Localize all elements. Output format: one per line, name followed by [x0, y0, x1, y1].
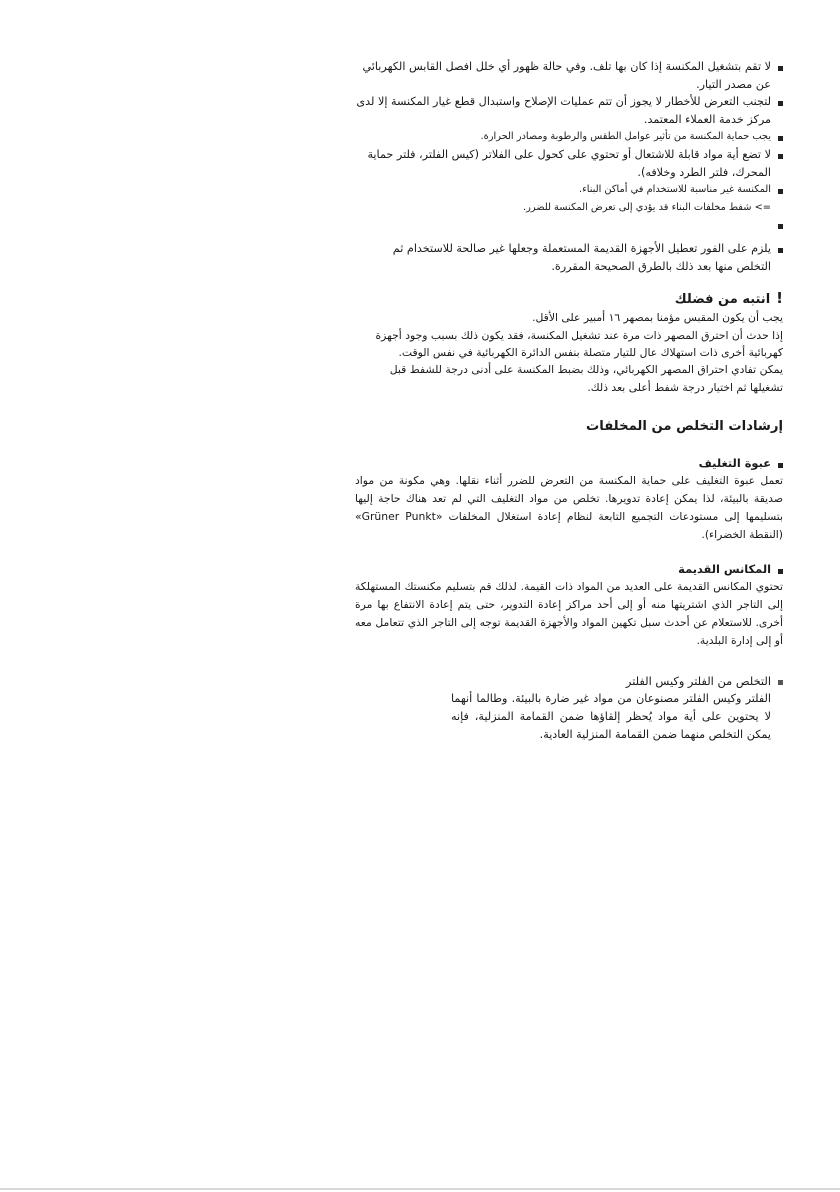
page-divider [0, 1188, 840, 1190]
warning-fuse-blown: إذا حدث أن احترق المصهر ذات مرة عند تشغيل المكنسة، فقد يكون ذلك بسبب وجود أجهزة كهربائية أخرى ذات استهلاك عال للتيار متصلة بنفس الدائرة الكهربائية في نفس الوقت. [375, 328, 783, 359]
packaging-heading: عبوة التغليف [355, 454, 783, 472]
safety-item-repairs: لتجنب التعرض للأخطار لا يجوز أن تتم عمليات الإصلاح واستبدال قطع غيار المكنسة إلا لدى مركز خدمة العملاء المعتمد. [355, 93, 783, 128]
safety-item-old-devices: يلزم على الفور تعطيل الأجهزة القديمة المستعملة وجعلها غير صالحة للاستخدام ثم التخلص منها بعد ذلك بالطرق الصحيحة المقررة. [355, 240, 783, 275]
packaging-body: تعمل عبوة التغليف على حماية المكنسة من التعرض للضرر أثناء نقلها. وهي مكونة من مواد صديقة بالبيئة، لذا يمكن إعادة تدويرها. تخلص من مواد التغليف التي لم تعد هناك حاجة إليها بتسليمها إلى مستودعات التجميع التابعة لنظام إعادة استغلال المخلفات «Grüner Punkt» (النقطة الخضراء). [355, 474, 783, 542]
safety-item-empty [355, 216, 783, 234]
old-devices-heading: المكانس القديمة [355, 560, 783, 578]
warning-title: !انتبه من فضلك [674, 289, 783, 308]
disposal-title: إرشادات التخلص من المخلفات [585, 419, 783, 435]
filter-heading: التخلص من الفلتر وكيس الفلتر [355, 672, 783, 690]
warning-fuse: يجب أن يكون المقبس مؤمنا بمصهر ١٦ أمبير على الأقل. [532, 311, 783, 325]
safety-subnote: => شفط مخلفات البناء قد يؤدي إلى تعرض المكنسة للضرر. [522, 201, 771, 213]
warning-avoid: يمكن تفادي احتراق المصهر الكهربائي، وذلك بضبط المكنسة على أدنى درجة للشفط قبل تشغيلها ثم اختيار درجة شفط أعلى بعد ذلك. [389, 363, 783, 394]
safety-item-weather: يجب حماية المكنسة من تأثير عوامل الطقس والرطوبة ومصادر الحرارة. [355, 128, 783, 146]
safety-item-construction: المكنسة غير مناسبة للاستخدام في أماكن البناء. [355, 181, 783, 199]
safety-item-flammable: لا تضع أية مواد قابلة للاشتعال أو تحتوي على كحول على الفلاتر (كيس الفلتر، فلتر حماية المحرك، فلتر الطرد وخلافه). [355, 146, 783, 181]
exclamation-icon: ! [776, 289, 783, 308]
safety-item-damage: لا تقم بتشغيل المكنسة إذا كان بها تلف. وفي حالة ظهور أي خلل افصل القابس الكهربائي عن مصدر التيار. [355, 58, 783, 93]
filter-body: الفلتر وكيس الفلتر مصنوعان من مواد غير ضارة بالبيئة. وطالما أنهما لا يحتوين على أية مواد يُحظر إلقاؤها ضمن القمامة المنزلية، فإنه يمكن التخلص منهما ضمن القمامة المنزلية العادية. [451, 692, 771, 742]
manual-page [355, 58, 783, 744]
old-devices-body: تحتوي المكانس القديمة على العديد من المواد ذات القيمة. لذلك قم بتسليم مكنستك المستهلكة إلى التاجر الذي اشتريتها منه أو إلى أحد مراكز إعادة التدوير، حتى يتم إعادة الانتفاع بها مرة أخرى. للاستعلام عن أحدث سبل تكهين المواد والأجهزة القديمة توجه إلى التاجر الذي تتعامل معه أو إلى إدارة البلدية. [355, 580, 783, 648]
